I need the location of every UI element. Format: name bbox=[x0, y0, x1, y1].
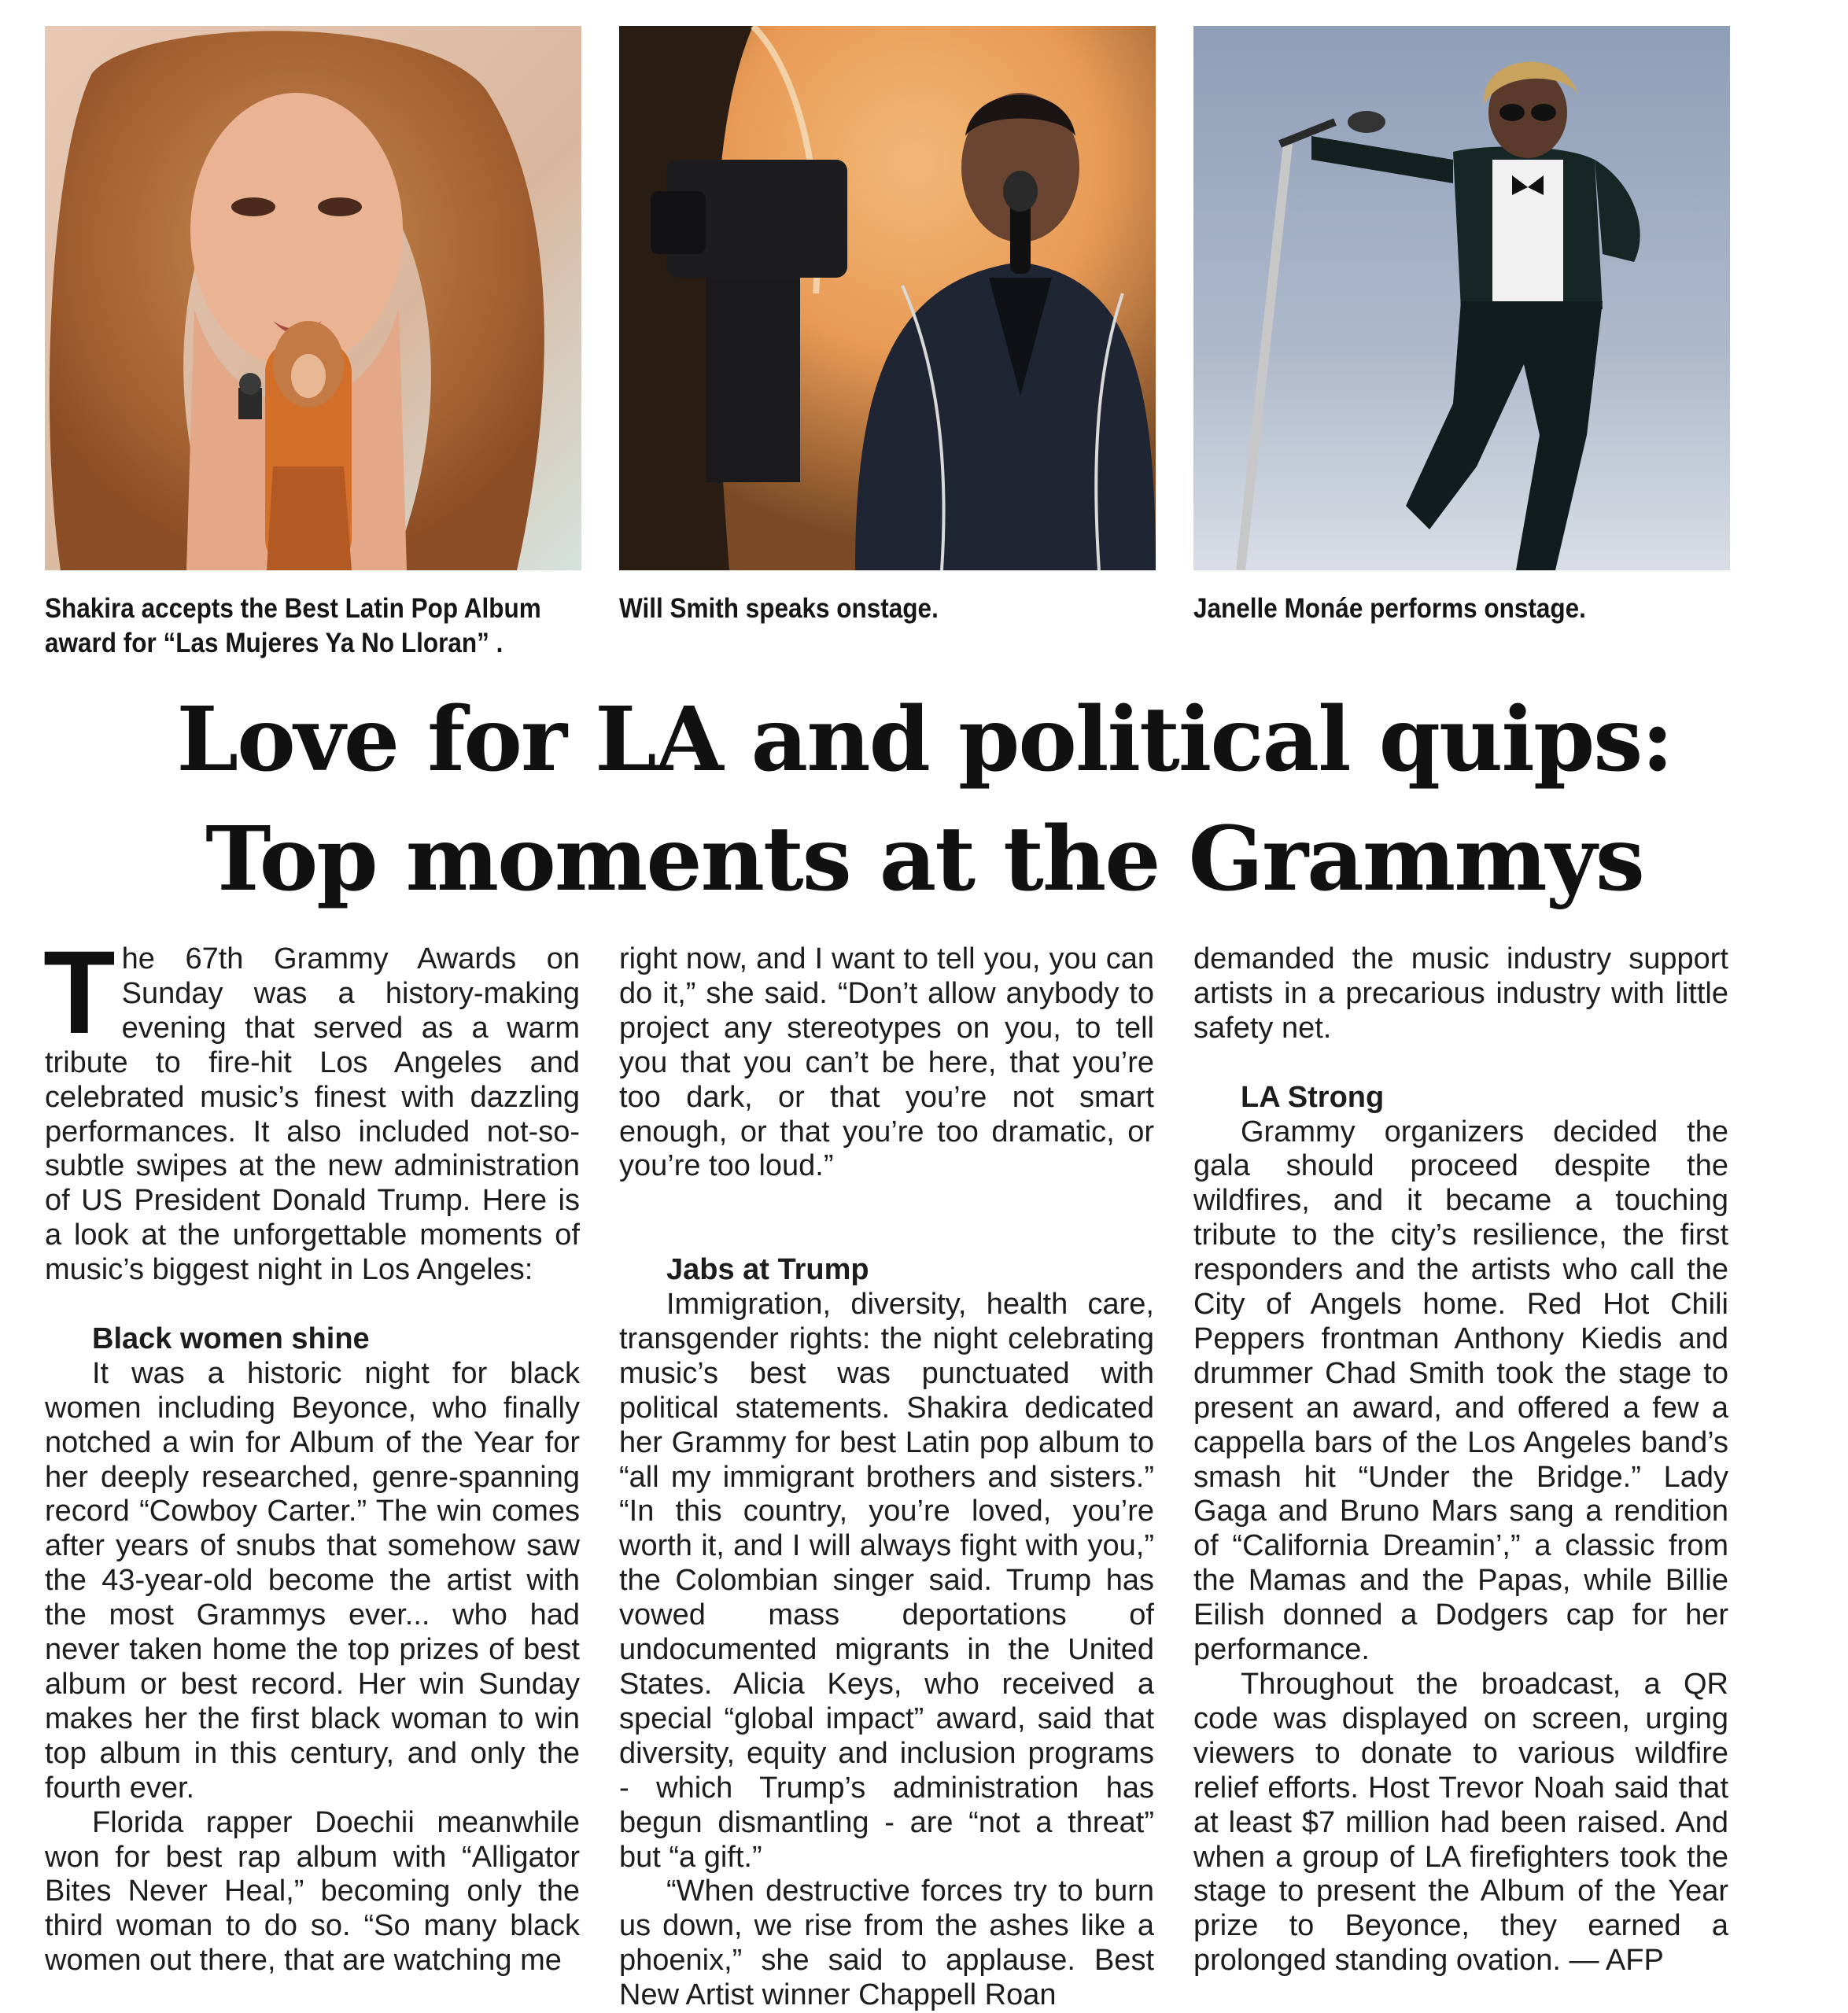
section-heading-la-strong: LA Strong bbox=[1241, 1080, 1385, 1114]
paragraph-jabs-3: demanded the music industry support artists in a precarious industry with little safety net. bbox=[1193, 942, 1728, 1045]
intro-text: he 67th Grammy Awards on Sunday was a history-making evening that served as a warm tribute to fire-hit Los Angeles and celebrated music’s finest with dazzling performances. It also included not-so-subtle swipes at the new administration of US President Donald Trump. Here is a look at the unforgettable moments of music’s biggest night in Los Angeles: bbox=[45, 942, 580, 1287]
will-smith-image bbox=[619, 26, 1156, 570]
drop-cap: T bbox=[43, 926, 116, 1058]
paragraph-black-women-1: It was a historic night for black women including Beyonce, who finally notched a win for Album of the Year for her deeply researched, genre-spanning record “Cowboy Carter.” The win comes after years of snubs that somehow saw the 43-year-old become the artist with the most Grammys ever... who had never taken home the top prizes of best album or best record. Her win Sunday makes her the first black woman to win top album in this century, and only the fourth ever. bbox=[45, 1356, 580, 1805]
section-heading-jabs-at-trump: Jabs at Trump bbox=[666, 1253, 869, 1287]
article-column-3 bbox=[1193, 942, 1728, 1978]
article-column-2 bbox=[619, 942, 1154, 2013]
caption-janelle-monae: Janelle Monáe performs onstage. bbox=[1193, 593, 1586, 624]
intro-paragraph bbox=[43, 926, 580, 1288]
paragraph-black-women-3: right now, and I want to tell you, you can do it,” she said. “Don’t allow anybody to project any stereotypes on you, to tell you that you can’t be here, that you’re too dark, or that you’re not smart enough, or that you’re too dramatic, or you’re too loud.” bbox=[619, 942, 1154, 1183]
article-column-1 bbox=[43, 926, 580, 1978]
photo-janelle-monae bbox=[1193, 26, 1730, 570]
shakira-image bbox=[45, 26, 581, 570]
caption-shakira: Shakira accepts the Best Latin Pop Album award for “Las Mujeres Ya No Lloran” . bbox=[45, 593, 541, 658]
paragraph-jabs-1: Immigration, diversity, health care, transgender rights: the night celebrating music’s best was punctuated with political statements. Shakira dedicated her Grammy for best Latin pop album to “all my immigrant brothers and sisters.” “In this country, you’re loved, you’re worth it, and I will always fight with you,” the Colombian singer said. Trump has vowed mass deportations of undocumented migrants in the United States. Alicia Keys, who received a special “global impact” award, said that diversity, equity and inclusion programs - which Trump’s administration has begun dismantling - are “not a threat” but “a gift.” bbox=[619, 1288, 1154, 1874]
paragraph-black-women-2: Florida rapper Doechii meanwhile won for best rap album with “Alligator Bites Never Heal,” becoming only the third woman to do so. “So many black women out there, that are watching me bbox=[45, 1805, 580, 1978]
paragraph-jabs-2: “When destructive forces try to burn us down, we rise from the ashes like a phoenix,” she said to applause. Best New Artist winner Chappell Roan bbox=[619, 1875, 1154, 2012]
photo-will-smith bbox=[619, 26, 1156, 570]
janelle-monae-image bbox=[1193, 26, 1730, 570]
headline-line-1: Love for LA and political quips: bbox=[176, 688, 1673, 791]
paragraph-la-strong-2: Throughout the broadcast, a QR code was displayed on screen, urging viewers to donate to various wildfire relief efforts. Host Trevor Noah said that at least $7 million had been raised. And when a group of LA firefighters took the stage to present the Album of the Year prize to Beyonce, they earned a prolonged standing ovation. — AFP bbox=[1193, 1668, 1728, 1978]
section-heading-black-women: Black women shine bbox=[92, 1322, 370, 1355]
paragraph-la-strong-1: Grammy organizers decided the gala should proceed despite the wildfires, and it became a touching tribute to the city’s resilience, the first responders and the artists who call the City of Angels home. Red Hot Chili Peppers frontman Anthony Kiedis and drummer Chad Smith took the stage to present an award, and offered a few a cappella bars of the Los Angeles band’s smash hit “Under the Bridge.” Lady Gaga and Bruno Mars sang a rendition of “California Dreamin’,” a classic from the Mamas and the Papas, while Billie Eilish donned a Dodgers cap for her performance. bbox=[1193, 1115, 1728, 1667]
caption-will-smith: Will Smith speaks onstage. bbox=[619, 593, 939, 624]
headline-line-2: Top moments at the Grammys bbox=[205, 808, 1643, 911]
photo-shakira bbox=[45, 26, 581, 570]
